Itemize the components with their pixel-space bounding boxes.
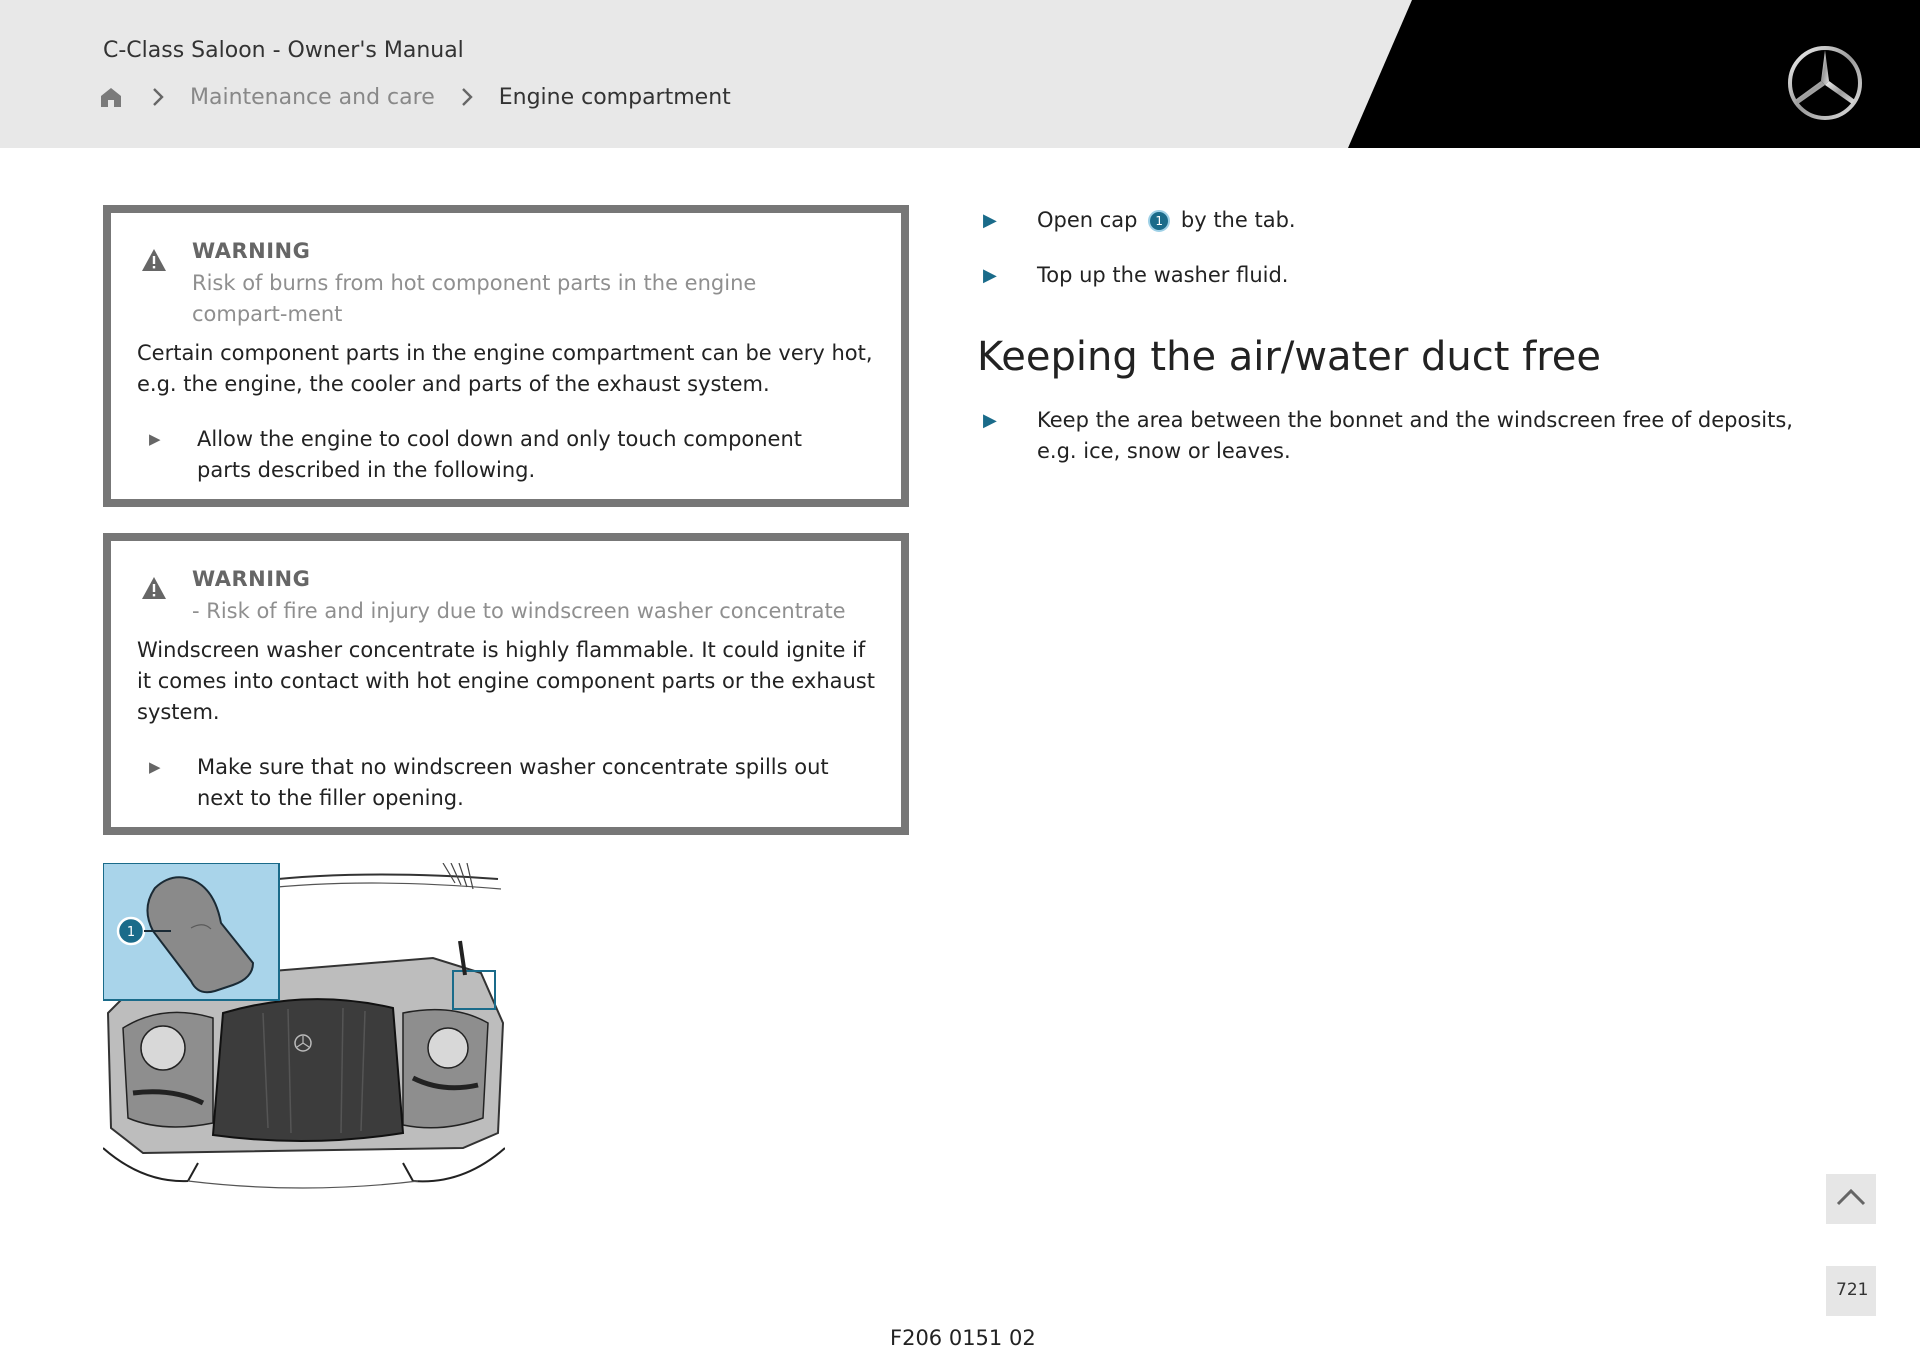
- breadcrumb-maintenance-link[interactable]: Maintenance and care: [190, 84, 435, 110]
- mercedes-star-logo: [1786, 44, 1864, 122]
- section-heading: Keeping the air/water duct free: [977, 334, 1602, 380]
- warning-step: Allow the engine to cool down and only touch component parts described in the following.: [197, 427, 803, 482]
- page-number: 721: [1836, 1280, 1869, 1300]
- warning-subtitle: - Risk of fire and injury due to windscreen washer concentrate: [192, 599, 846, 623]
- warning-title: WARNING: [192, 239, 311, 263]
- bullet-arrow-icon: ▶: [149, 758, 161, 776]
- figure-code: F206 0151 02: [890, 1326, 1036, 1350]
- document-title: C-Class Saloon - Owner's Manual: [103, 38, 464, 63]
- figure-callout-number: 1: [126, 925, 136, 940]
- step-keep-duct-free: Keep the area between the bonnet and the windscreen free of deposits, e.g. ice, snow or leaves.: [1037, 408, 1793, 463]
- warning-body: Certain component parts in the engine compartment can be very hot, e.g. the engine, the cooler and parts of the exhaust system.: [137, 341, 873, 396]
- warning-step: Make sure that no windscreen washer concentrate spills out next to the filler opening.: [197, 755, 829, 810]
- bullet-arrow-icon: ▶: [983, 410, 997, 431]
- warning-box-fire: [103, 533, 909, 835]
- breadcrumb-current: Engine compartment: [498, 84, 731, 110]
- bullet-arrow-icon: ▶: [149, 430, 161, 448]
- breadcrumb: [100, 80, 731, 114]
- chevron-right-icon: [461, 87, 473, 107]
- bullet-arrow-icon: ▶: [983, 265, 997, 286]
- engine-compartment-illustration: [103, 863, 505, 1193]
- warning-body: Windscreen washer concentrate is highly flammable. It could ignite if it comes into contact with hot engine component parts or the exhaust system.: [137, 638, 875, 724]
- callout-1-icon: 1: [1148, 210, 1170, 232]
- warning-triangle-icon: [141, 576, 167, 600]
- warning-box-burns: [103, 205, 909, 507]
- warning-title: WARNING: [192, 567, 311, 591]
- step-top-up: Top up the washer fluid.: [1037, 263, 1289, 287]
- step-open-cap-text-end: by the tab.: [1180, 208, 1296, 232]
- chevron-right-icon: [152, 87, 164, 107]
- step-open-cap: [1037, 205, 1817, 236]
- scroll-to-top-button[interactable]: [1826, 1174, 1876, 1224]
- chevron-up-icon: [1836, 1188, 1866, 1210]
- warning-triangle-icon: [141, 248, 167, 272]
- bullet-arrow-icon: ▶: [983, 210, 997, 231]
- step-open-cap-text: Open cap: [1037, 208, 1138, 232]
- home-icon[interactable]: [100, 84, 126, 110]
- warning-subtitle: Risk of burns from hot component parts in the engine compart-ment: [192, 271, 757, 326]
